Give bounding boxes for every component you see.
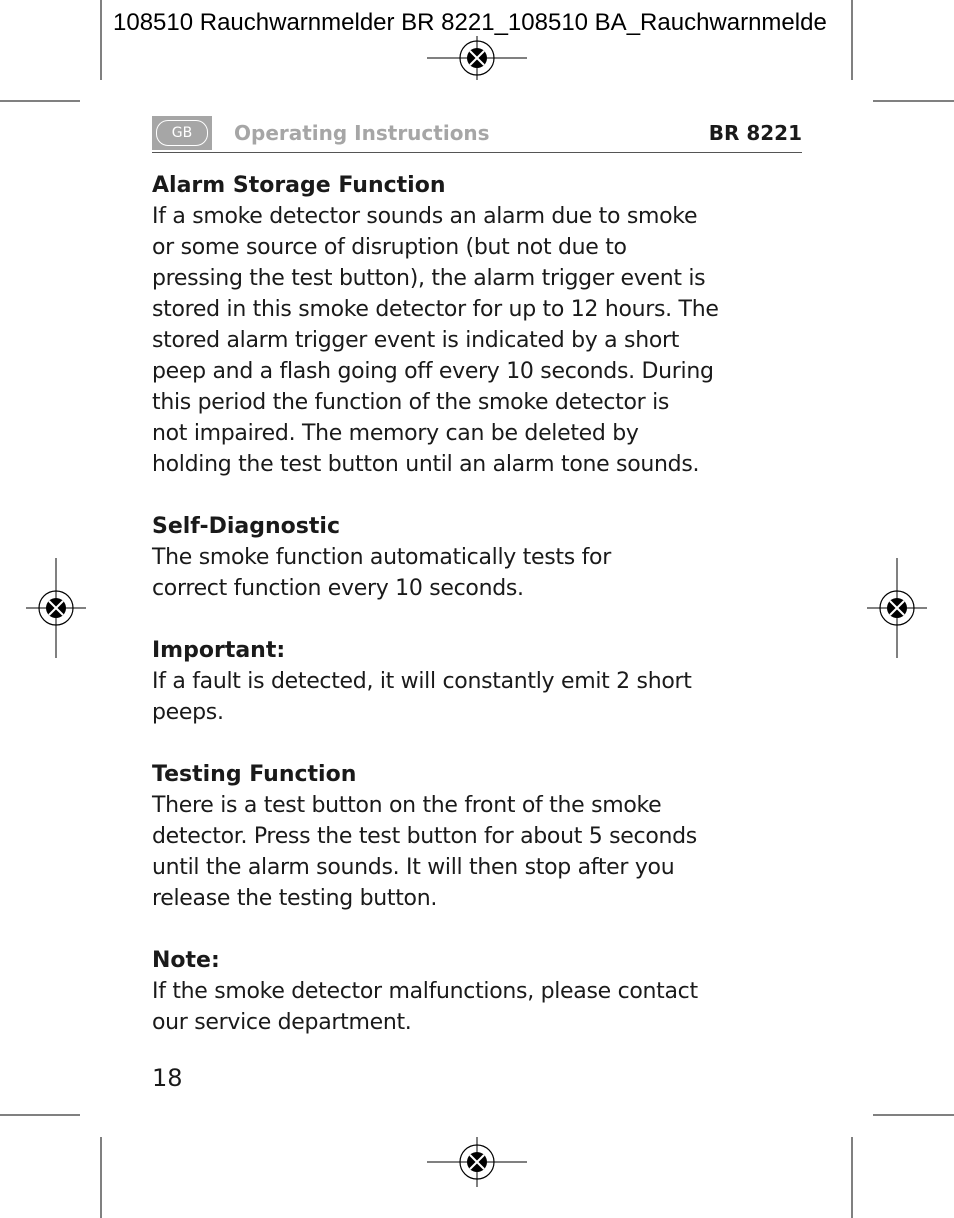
header-title: Operating Instructions — [234, 121, 490, 145]
section-heading: Testing Function — [152, 762, 357, 787]
section-body — [152, 790, 812, 914]
page-header — [152, 116, 802, 153]
text-line: peep and a flash going off every 10 seconds. During — [152, 359, 714, 384]
text-line: stored alarm trigger event is indicated by a short — [152, 328, 680, 353]
section-important — [152, 635, 812, 728]
section-body — [152, 542, 812, 604]
section-heading: Important: — [152, 638, 286, 663]
language-badge-label: GB — [156, 120, 208, 146]
registration-mark-top-icon — [427, 36, 527, 80]
section-heading: Alarm Storage Function — [152, 173, 446, 198]
text-line: not impaired. The memory can be deleted by — [152, 421, 639, 446]
text-line: this period the function of the smoke detector is — [152, 390, 670, 415]
section-body — [152, 976, 812, 1038]
registration-mark-right-icon — [867, 558, 927, 658]
section-body — [152, 201, 812, 480]
text-line: If a smoke detector sounds an alarm due to smoke — [152, 204, 698, 229]
text-line: peeps. — [152, 700, 224, 725]
section-testing-function — [152, 759, 812, 914]
text-line: holding the test button until an alarm tone sounds. — [152, 452, 700, 477]
text-line: until the alarm sounds. It will then stop after you — [152, 855, 675, 880]
text-line: or some source of disruption (but not due to — [152, 235, 627, 260]
registration-mark-bottom-icon — [427, 1137, 527, 1187]
text-line: If a fault is detected, it will constantly emit 2 short — [152, 669, 692, 694]
print-file-name: 108510 Rauchwarnmelder BR 8221_108510 BA_Rauchwarnmelde — [113, 9, 827, 36]
text-line: The smoke function automatically tests for — [152, 545, 611, 570]
text-line: There is a test button on the front of the smoke — [152, 793, 662, 818]
section-alarm-storage-function — [152, 170, 812, 480]
text-line: stored in this smoke detector for up to 12 hours. The — [152, 297, 719, 322]
text-line: detector. Press the test button for about 5 seconds — [152, 824, 697, 849]
text-line: our service department. — [152, 1010, 412, 1035]
text-line: pressing the test button), the alarm trigger event is — [152, 266, 706, 291]
language-badge — [152, 116, 212, 150]
section-heading: Note: — [152, 948, 220, 973]
text-line: release the testing button. — [152, 886, 438, 911]
page-number: 18 — [152, 1064, 183, 1092]
text-line: If the smoke detector malfunctions, please contact — [152, 979, 698, 1004]
section-heading: Self-Diagnostic — [152, 514, 340, 539]
registration-mark-left-icon — [26, 558, 86, 658]
section-body — [152, 666, 812, 728]
header-model-number: BR 8221 — [708, 121, 802, 145]
text-line: correct function every 10 seconds. — [152, 576, 524, 601]
main-content — [152, 170, 812, 1069]
section-self-diagnostic — [152, 511, 812, 604]
section-note — [152, 945, 812, 1038]
